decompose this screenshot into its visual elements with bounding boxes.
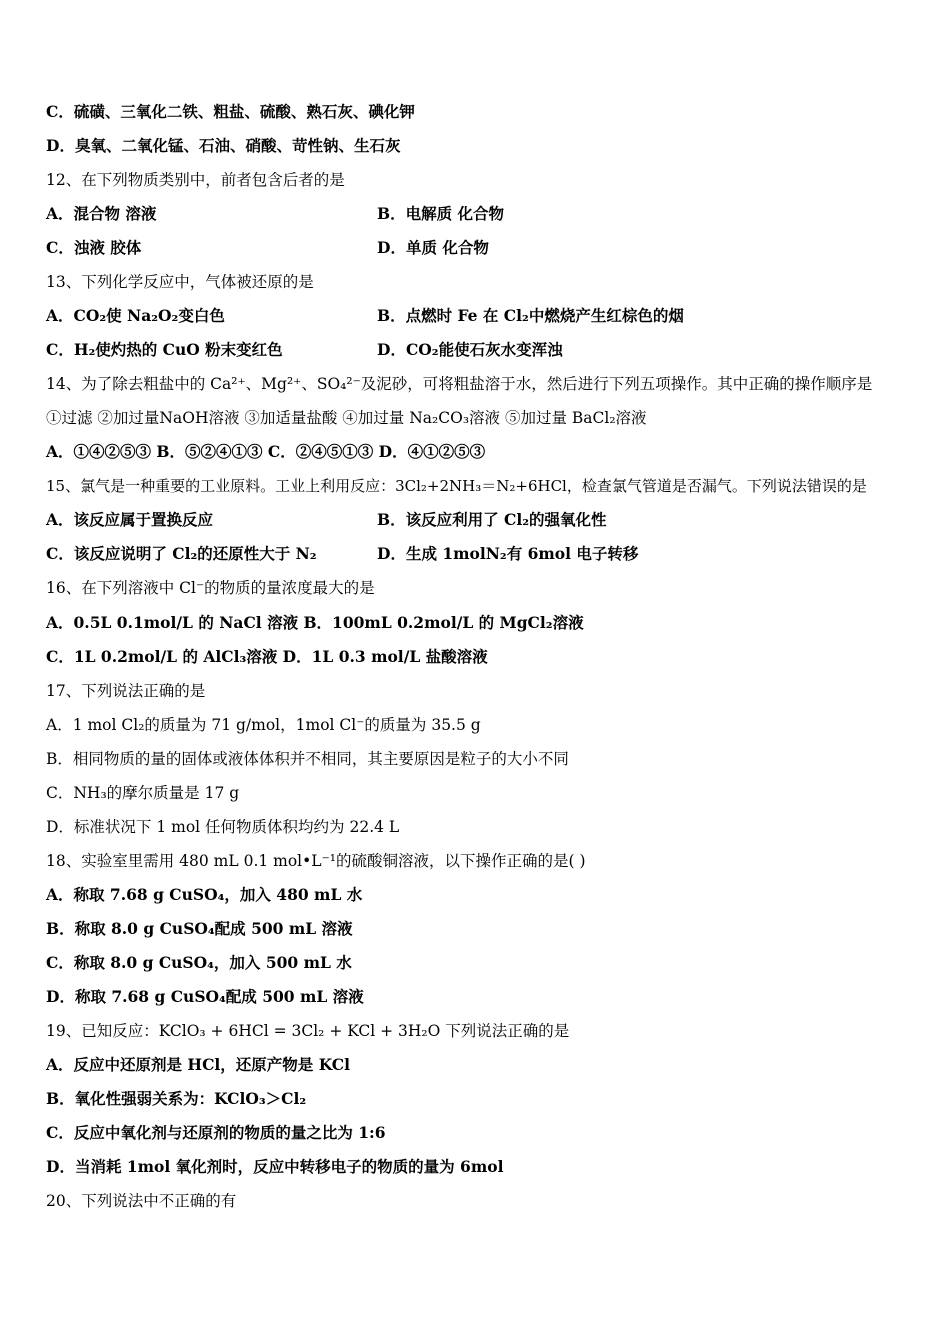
option-b: B．电解质 化合物: [377, 204, 504, 223]
option-row: C．1L 0.2mol/L 的 AlCl₃溶液 D．1L 0.3 mol/L 盐酸溶液: [46, 647, 488, 666]
option-b: B．相同物质的量的固体或液体体积并不相同，其主要原因是粒子的大小不同: [46, 750, 569, 768]
option-a: A．称取 7.68 g CuSO₄，加入 480 mL 水: [46, 885, 363, 904]
question-20: 20、下列说法中不正确的有: [46, 1192, 237, 1210]
option-d: D．单质 化合物: [377, 238, 489, 257]
option-a: A．该反应属于置换反应: [46, 510, 214, 529]
option-b: B．称取 8.0 g CuSO₄配成 500 mL 溶液: [46, 919, 353, 938]
question-16: 16、在下列溶液中 Cl⁻的物质的量浓度最大的是: [46, 579, 375, 597]
option-a: A．CO₂使 Na₂O₂变白色: [46, 306, 225, 325]
option-line: C．硫磺、三氧化二铁、粗盐、硫酸、熟石灰、碘化钾: [46, 102, 415, 121]
option-a: A．反应中还原剂是 HCl，还原产物是 KCl: [46, 1055, 350, 1074]
option-row: A．①④②⑤③ B．⑤②④①③ C．②④⑤①③ D．④①②⑤③: [46, 442, 486, 461]
question-14: 14、为了除去粗盐中的 Ca²⁺、Mg²⁺、SO₄²⁻及泥砂，可将粗盐溶于水，然后进行下列五项操作。其中正确的操作顺序是: [46, 375, 873, 393]
option-d: D．CO₂能使石灰水变浑浊: [377, 340, 563, 359]
operation-list: ①过滤 ②加过量NaOH溶液 ③加适量盐酸 ④加过量 Na₂CO₃溶液 ⑤加过量 BaCl₂溶液: [46, 409, 647, 427]
option-row: [46, 338, 920, 362]
option-c: C．该反应说明了 Cl₂的还原性大于 N₂: [46, 544, 317, 563]
option-c: C．NH₃的摩尔质量是 17 g: [46, 784, 240, 802]
question-19: 19、已知反应：KClO₃ + 6HCl = 3Cl₂ + KCl + 3H₂O 下列说法正确的是: [46, 1022, 570, 1040]
question-17: 17、下列说法正确的是: [46, 682, 206, 700]
option-c: C．称取 8.0 g CuSO₄，加入 500 mL 水: [46, 953, 352, 972]
option-c: C．H₂使灼热的 CuO 粉末变红色: [46, 340, 283, 359]
option-a: A．1 mol Cl₂的质量为 71 g/mol，1mol Cl⁻的质量为 35.5 g: [46, 716, 481, 734]
option-row: [46, 304, 920, 328]
option-row: [46, 202, 920, 226]
question-15: 15、氯气是一种重要的工业原料。工业上利用反应：3Cl₂+2NH₃＝N₂+6HCl，检查氯气管道是否漏气。下列说法错误的是: [46, 477, 867, 495]
option-b: B．氧化性强弱关系为：KClO₃＞Cl₂: [46, 1089, 307, 1108]
option-row: [46, 236, 920, 260]
question-18: 18、实验室里需用 480 mL 0.1 mol•L⁻¹的硫酸铜溶液，以下操作正确的是( ): [46, 852, 586, 870]
option-d: D．当消耗 1mol 氧化剂时，反应中转移电子的物质的量为 6mol: [46, 1157, 504, 1176]
question-13: 13、下列化学反应中，气体被还原的是: [46, 273, 314, 291]
question-12: 12、在下列物质类别中，前者包含后者的是: [46, 171, 345, 189]
option-d: D．称取 7.68 g CuSO₄配成 500 mL 溶液: [46, 987, 364, 1006]
option-a: A．混合物 溶液: [46, 204, 157, 223]
option-b: B．该反应利用了 Cl₂的强氧化性: [377, 510, 607, 529]
option-row: A．0.5L 0.1mol/L 的 NaCl 溶液 B．100mL 0.2mol/L 的 MgCl₂溶液: [46, 613, 584, 632]
option-c: C．浊液 胶体: [46, 238, 142, 257]
option-d: D．生成 1molN₂有 6mol 电子转移: [377, 544, 639, 563]
option-line: D．臭氧、二氧化锰、石油、硝酸、苛性钠、生石灰: [46, 136, 401, 155]
option-d: D．标准状况下 1 mol 任何物质体积均约为 22.4 L: [46, 818, 400, 836]
option-b: B．点燃时 Fe 在 Cl₂中燃烧产生红棕色的烟: [377, 306, 684, 325]
option-row: [46, 542, 920, 566]
option-row: [46, 508, 920, 532]
option-c: C．反应中氧化剂与还原剂的物质的量之比为 1:6: [46, 1123, 386, 1142]
